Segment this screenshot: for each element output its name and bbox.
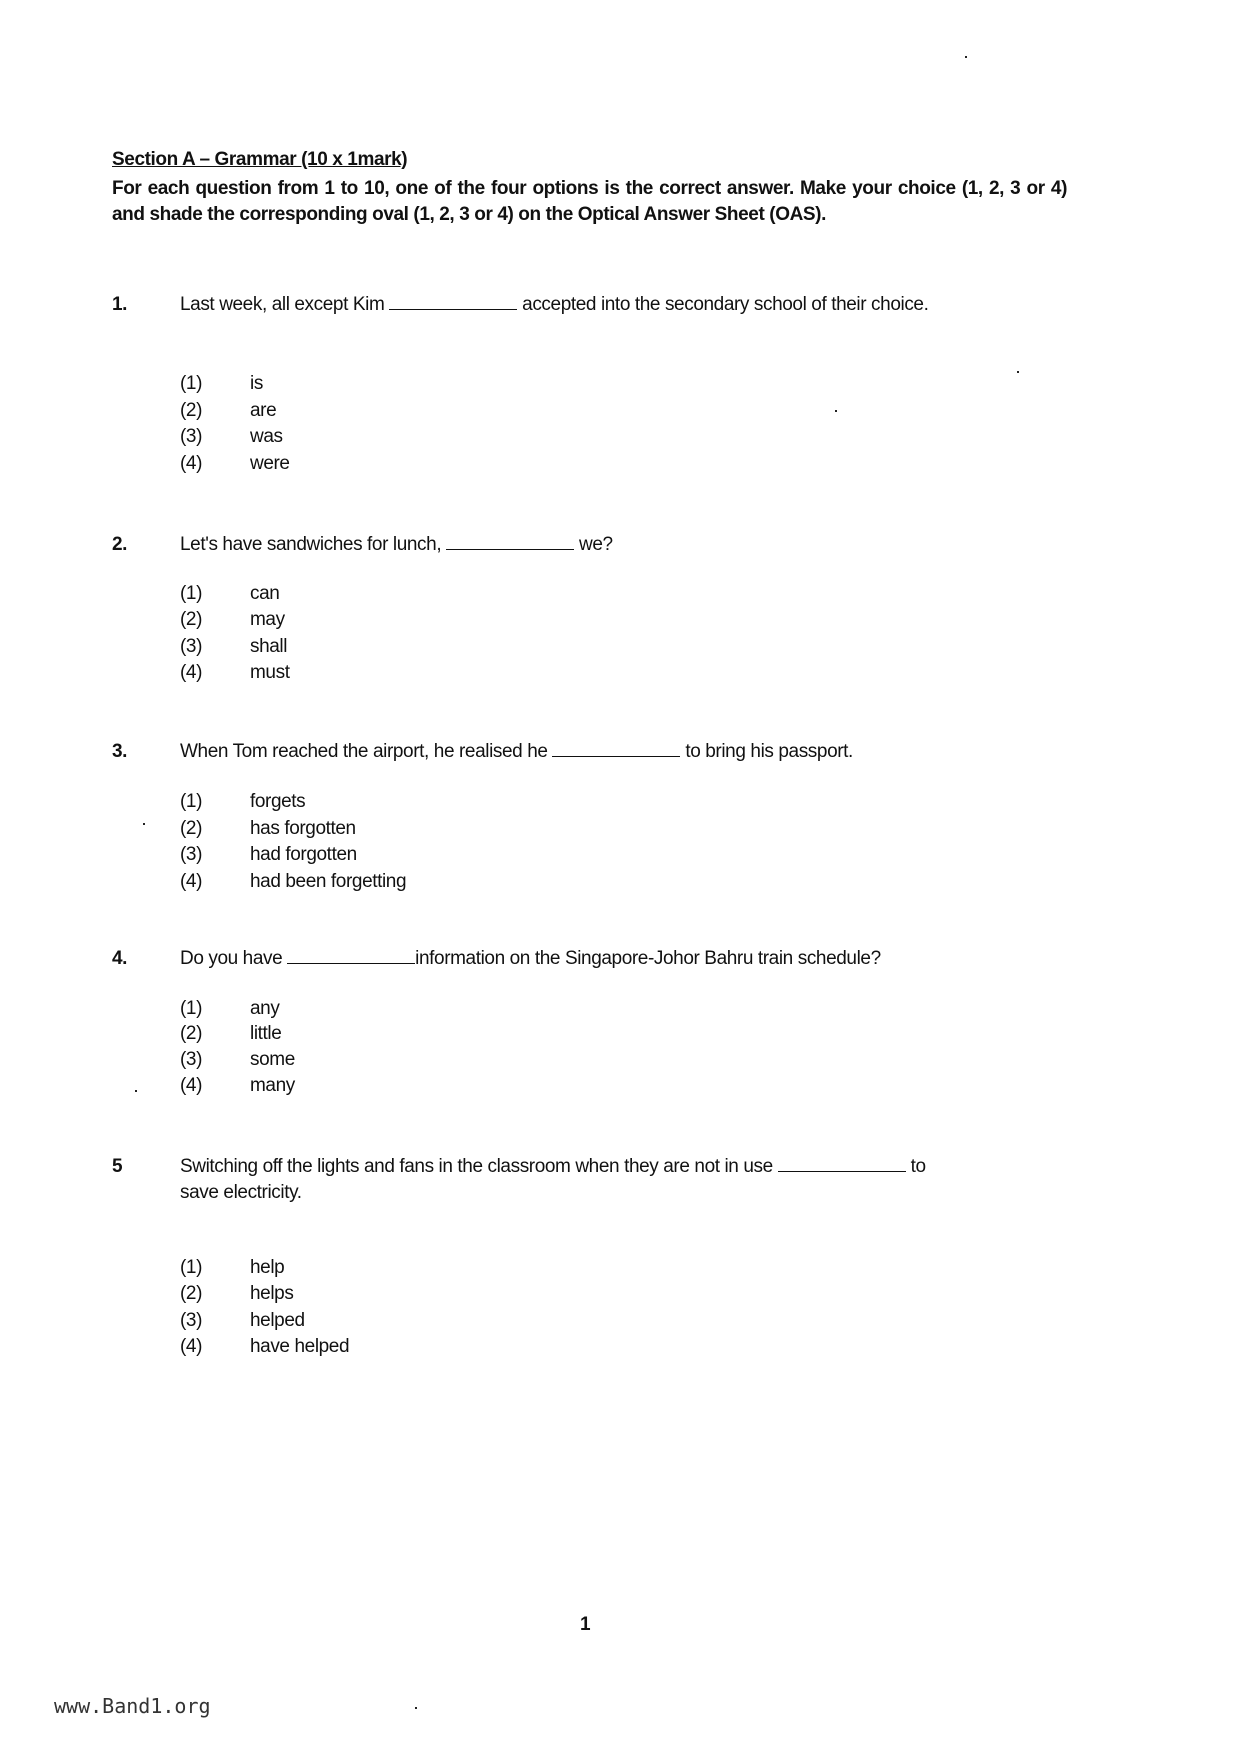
- option: (2) are: [180, 400, 277, 421]
- question-text: [180, 532, 1065, 558]
- question-number: 2.: [112, 534, 128, 555]
- answer-blank: [552, 742, 680, 757]
- option: (1) help: [180, 1257, 285, 1278]
- question-text-before: Do you have: [180, 948, 283, 969]
- instructions: For each question from 1 to 10, one of the four options is the correct answer. Make your choice (1, 2, 3 or 4) and shade the corresponding oval (1, 2, 3 or 4) on the Optical Answer Sheet (OAS).: [112, 178, 1067, 225]
- option: (3) some: [180, 1049, 295, 1070]
- answer-blank: [778, 1157, 906, 1172]
- scan-speck: [143, 823, 145, 825]
- scan-speck: [835, 410, 837, 412]
- option: (2) has forgotten: [180, 818, 356, 839]
- option: (1) any: [180, 998, 280, 1019]
- option: (2) little: [180, 1023, 282, 1044]
- option: (1) can: [180, 583, 280, 604]
- question-text: [180, 1154, 960, 1206]
- option: (3) shall: [180, 636, 288, 657]
- question-text-after: information on the Singapore-Johor Bahru train schedule?: [415, 948, 881, 969]
- question-text: [180, 739, 1065, 765]
- section-title: Section A – Grammar (10 x 1mark): [112, 149, 408, 170]
- question-text: [180, 292, 1065, 318]
- option: (1) forgets: [180, 791, 306, 812]
- footer-watermark: www.Band1.org: [54, 1694, 211, 1718]
- question-text-before: Switching off the lights and fans in the classroom when they are not in use: [180, 1156, 773, 1177]
- page-number: 1: [580, 1614, 591, 1635]
- option: (4) were: [180, 453, 290, 474]
- scan-speck: [965, 56, 967, 58]
- option: (4) have helped: [180, 1336, 350, 1357]
- question-text-before: Last week, all except Kim: [180, 294, 385, 315]
- question-text-after: accepted into the secondary school of their choice.: [522, 294, 929, 315]
- question-number: 5: [112, 1156, 123, 1177]
- option: (4) must: [180, 662, 290, 683]
- answer-blank: [446, 535, 574, 550]
- option: (3) helped: [180, 1310, 305, 1331]
- question-text-after: to save electricity.: [180, 1156, 926, 1203]
- option: (2) may: [180, 609, 285, 630]
- question-number: 3.: [112, 741, 128, 762]
- question-text: [180, 946, 1065, 972]
- answer-blank: [389, 295, 517, 310]
- scan-speck: [1017, 371, 1019, 373]
- question-text-after: to bring his passport.: [685, 741, 853, 762]
- question-number: 4.: [112, 948, 128, 969]
- option: (4) many: [180, 1075, 295, 1096]
- question-text-before: When Tom reached the airport, he realised he: [180, 741, 548, 762]
- question-text-before: Let's have sandwiches for lunch,: [180, 534, 442, 555]
- answer-blank: [287, 949, 415, 964]
- option: (3) was: [180, 426, 283, 447]
- option: (1) is: [180, 373, 263, 394]
- question-text-after: we?: [579, 534, 613, 555]
- option: (4) had been forgetting: [180, 871, 407, 892]
- scan-speck: [135, 1090, 137, 1092]
- question-number: 1.: [112, 294, 128, 315]
- option: (3) had forgotten: [180, 844, 357, 865]
- scan-speck: [415, 1707, 417, 1709]
- option: (2) helps: [180, 1283, 294, 1304]
